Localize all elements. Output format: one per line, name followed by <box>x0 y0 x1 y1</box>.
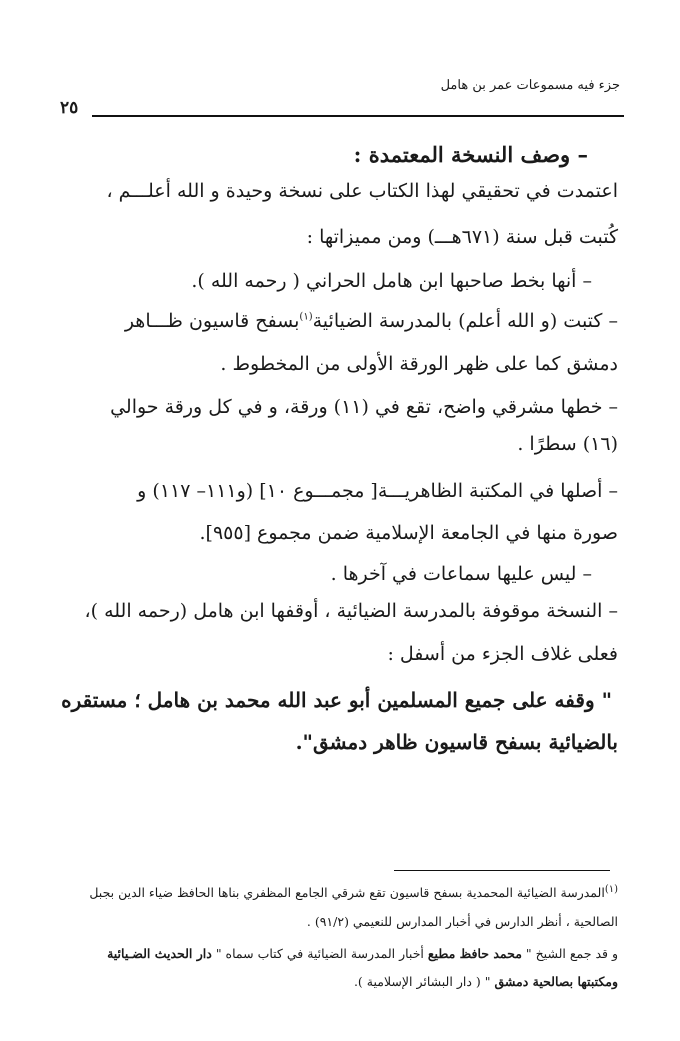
body-line-3: – أنها بخط صاحبها ابن هامل الحراني ( رحمه الله ). <box>191 270 592 292</box>
body-line-9: صورة منها في الجامعة الإسلامية ضمن مجموع [٩٥٥]. <box>199 522 618 544</box>
footnote-line-3-b: أخبار المدرسة الضيائية في كتاب سماه " <box>215 946 424 961</box>
footnote-number: (١) <box>604 884 618 895</box>
body-line-8: – أصلها في المكتبة الظاهريـــة[ مجمـــوع ١٠] (و١١١– ١١٧) و <box>137 480 618 502</box>
footnote-book-title: دار الحديث الضـيائية <box>107 946 212 961</box>
body-line-1: اعتمدت في تحقيقي لهذا الكتاب على نسخة وحيدة و الله أعلـــم ، <box>106 180 618 202</box>
quote-line-2: بالضيائية بسفح قاسيون ظاهر دمشق". <box>295 730 618 754</box>
header-rule <box>92 115 624 117</box>
body-line-4 <box>125 312 618 331</box>
footnote-line-3-a: و قد جمع الشيخ " <box>525 946 618 961</box>
footnote-book-title-cont: ومكتبتها بصالحية دمشق <box>494 974 618 989</box>
footnote-line-2: الصالحية ، أنظر الدارس في أخبار المدارس للنعيمي (٩١/٢) . <box>306 914 618 929</box>
body-line-4-b: بسفح قاسيون ظـــاهر <box>124 310 300 332</box>
footnote-line-1 <box>89 884 618 900</box>
body-line-6: – خطها مشرقي واضح، تقع في (١١) ورقة، و في كل ورقة حوالي <box>110 396 618 418</box>
footnote-line-4-rest: " ( دار البشائر الإسلامية ). <box>353 974 491 989</box>
body-line-2: كُتبت قبل سنة (٦٧١هـــ) ومن مميزاتها : <box>306 226 618 248</box>
quote-line-1: " وقفه على جميع المسلمين أبو عبد الله محمد بن هامل ؛ مستقره <box>61 688 612 712</box>
body-line-4-a: – كتبت (و الله أعلم) بالمدرسة الضيائية <box>312 310 618 332</box>
footnote-line-1-text: المدرسة الضيائية المحمدية بسفح قاسيون تقع شرقي الجامع المظفري بناها الحافظ ضياء الدين بجبل <box>89 885 605 901</box>
body-line-12: فعلى غلاف الجزء من أسفل : <box>387 643 618 665</box>
footnote-line-4 <box>354 974 618 989</box>
body-line-10: – ليس عليها سماعات في آخرها . <box>330 563 592 585</box>
footnote-line-3 <box>107 946 618 961</box>
body-line-7: (١٦) سطرًا . <box>517 433 618 455</box>
footnote-ref: (١) <box>299 311 313 323</box>
footnote-author: محمد حافظ مطيع <box>427 946 522 961</box>
footnote-rule <box>394 870 610 871</box>
body-line-5: دمشق كما على ظهر الورقة الأولى من المخطوط . <box>220 353 618 375</box>
page-number: ٢٥ <box>60 98 79 118</box>
running-head: جزء فيه مسموعات عمر بن هامل <box>440 78 620 93</box>
section-heading: – وصف النسخة المعتمدة : <box>353 142 588 167</box>
body-line-11: – النسخة موقوفة بالمدرسة الضيائية ، أوقفها ابن هامل (رحمه الله )، <box>84 600 618 622</box>
